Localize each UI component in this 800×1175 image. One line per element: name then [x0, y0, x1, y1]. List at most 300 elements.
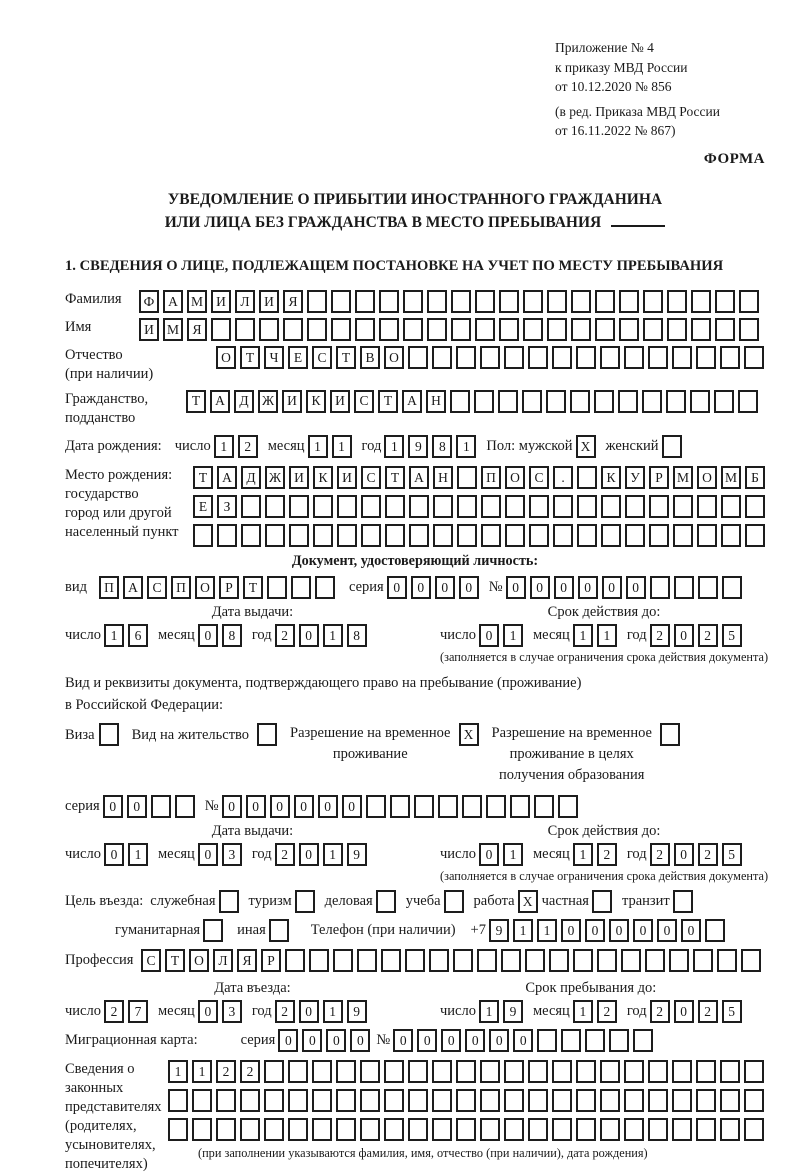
char-cell[interactable]: 1	[537, 919, 557, 942]
char-cell[interactable]	[288, 1060, 308, 1083]
char-cell[interactable]	[744, 1089, 764, 1112]
char-cell[interactable]	[643, 290, 663, 313]
birth-place-cells-row-2[interactable]	[193, 495, 765, 518]
char-cell[interactable]: 0	[198, 843, 218, 866]
char-cell[interactable]: 0	[681, 919, 701, 942]
char-cell[interactable]	[333, 949, 353, 972]
char-cell[interactable]: Д	[234, 390, 254, 413]
char-cell[interactable]: 0	[554, 576, 574, 599]
char-cell[interactable]	[552, 1060, 572, 1083]
char-cell[interactable]: 2	[216, 1060, 236, 1083]
char-cell[interactable]: 0	[585, 919, 605, 942]
char-cell[interactable]	[241, 495, 261, 518]
char-cell[interactable]	[331, 290, 351, 313]
char-cell[interactable]: 2	[597, 843, 617, 866]
char-cell[interactable]	[618, 390, 638, 413]
char-cell[interactable]: Р	[649, 466, 669, 489]
char-cell[interactable]: А	[210, 390, 230, 413]
char-cell[interactable]	[269, 919, 289, 942]
char-cell[interactable]	[720, 1118, 740, 1141]
char-cell[interactable]: 2	[650, 1000, 670, 1023]
char-cell[interactable]: С	[529, 466, 549, 489]
char-cell[interactable]: 9	[347, 843, 367, 866]
char-cell[interactable]: Т	[193, 466, 213, 489]
purpose-business-checkbox[interactable]	[376, 890, 396, 913]
char-cell[interactable]	[289, 524, 309, 547]
char-cell[interactable]	[577, 466, 597, 489]
char-cell[interactable]	[257, 723, 277, 746]
char-cell[interactable]: Т	[336, 346, 356, 369]
female-checkbox[interactable]	[662, 435, 682, 458]
char-cell[interactable]	[552, 1089, 572, 1112]
char-cell[interactable]: Я	[237, 949, 257, 972]
char-cell[interactable]	[672, 1060, 692, 1083]
char-cell[interactable]	[193, 524, 213, 547]
char-cell[interactable]	[360, 1118, 380, 1141]
char-cell[interactable]	[433, 495, 453, 518]
char-cell[interactable]	[537, 1029, 557, 1052]
char-cell[interactable]: Ф	[139, 290, 159, 313]
char-cell[interactable]	[379, 290, 399, 313]
char-cell[interactable]: И	[259, 290, 279, 313]
char-cell[interactable]	[265, 495, 285, 518]
char-cell[interactable]: 0	[387, 576, 407, 599]
char-cell[interactable]: 2	[698, 624, 718, 647]
char-cell[interactable]: К	[313, 466, 333, 489]
char-cell[interactable]	[499, 290, 519, 313]
char-cell[interactable]	[624, 1089, 644, 1112]
char-cell[interactable]: 9	[489, 919, 509, 942]
char-cell[interactable]	[312, 1089, 332, 1112]
char-cell[interactable]	[576, 346, 596, 369]
char-cell[interactable]: Я	[283, 290, 303, 313]
char-cell[interactable]	[720, 1089, 740, 1112]
char-cell[interactable]	[360, 1089, 380, 1112]
char-cell[interactable]	[481, 495, 501, 518]
birth-year-cells[interactable]	[384, 435, 476, 458]
char-cell[interactable]: 2	[275, 624, 295, 647]
char-cell[interactable]	[288, 1089, 308, 1112]
char-cell[interactable]	[697, 524, 717, 547]
char-cell[interactable]: В	[360, 346, 380, 369]
char-cell[interactable]: О	[697, 466, 717, 489]
char-cell[interactable]	[691, 290, 711, 313]
char-cell[interactable]	[673, 890, 693, 913]
char-cell[interactable]: 3	[222, 843, 242, 866]
char-cell[interactable]	[715, 290, 735, 313]
birth-day-cells[interactable]	[214, 435, 258, 458]
char-cell[interactable]	[361, 524, 381, 547]
char-cell[interactable]: П	[481, 466, 501, 489]
char-cell[interactable]: 0	[299, 624, 319, 647]
char-cell[interactable]: 2	[275, 843, 295, 866]
char-cell[interactable]	[504, 346, 524, 369]
char-cell[interactable]	[438, 795, 458, 818]
residence-series-cells[interactable]	[103, 795, 195, 818]
char-cell[interactable]	[385, 495, 405, 518]
char-cell[interactable]: 0	[513, 1029, 533, 1052]
char-cell[interactable]	[528, 1089, 548, 1112]
visa-checkbox[interactable]	[99, 723, 119, 746]
char-cell[interactable]: А	[409, 466, 429, 489]
char-cell[interactable]	[597, 949, 617, 972]
char-cell[interactable]	[390, 795, 410, 818]
citizenship-cells[interactable]	[186, 390, 758, 413]
char-cell[interactable]	[403, 318, 423, 341]
char-cell[interactable]	[264, 1118, 284, 1141]
char-cell[interactable]	[592, 890, 612, 913]
char-cell[interactable]	[601, 524, 621, 547]
doc-kind-cells[interactable]	[99, 576, 335, 599]
char-cell[interactable]: 0	[609, 919, 629, 942]
patronymic-cells[interactable]	[216, 346, 764, 369]
char-cell[interactable]: О	[384, 346, 404, 369]
doc-issue-year-cells[interactable]	[275, 624, 367, 647]
doc-expiry-day-cells[interactable]	[479, 624, 523, 647]
char-cell[interactable]	[504, 1060, 524, 1083]
char-cell[interactable]: 0	[198, 624, 218, 647]
char-cell[interactable]: 9	[408, 435, 428, 458]
char-cell[interactable]: С	[147, 576, 167, 599]
char-cell[interactable]	[576, 1118, 596, 1141]
char-cell[interactable]	[99, 723, 119, 746]
char-cell[interactable]	[456, 1060, 476, 1083]
char-cell[interactable]: Б	[745, 466, 765, 489]
doc-number-cells[interactable]	[506, 576, 742, 599]
char-cell[interactable]: Ж	[265, 466, 285, 489]
char-cell[interactable]: 0	[657, 919, 677, 942]
char-cell[interactable]	[696, 1118, 716, 1141]
char-cell[interactable]	[504, 1118, 524, 1141]
stay-month-cells[interactable]	[573, 1000, 617, 1023]
char-cell[interactable]	[648, 1118, 668, 1141]
char-cell[interactable]	[427, 318, 447, 341]
char-cell[interactable]: X	[459, 723, 479, 746]
char-cell[interactable]: 1	[456, 435, 476, 458]
char-cell[interactable]: Т	[186, 390, 206, 413]
char-cell[interactable]: Л	[213, 949, 233, 972]
char-cell[interactable]: 2	[698, 843, 718, 866]
char-cell[interactable]: 1	[573, 624, 593, 647]
char-cell[interactable]	[307, 290, 327, 313]
char-cell[interactable]: 0	[674, 624, 694, 647]
char-cell[interactable]	[698, 576, 718, 599]
char-cell[interactable]: 1	[503, 624, 523, 647]
char-cell[interactable]	[480, 1060, 500, 1083]
char-cell[interactable]: О	[189, 949, 209, 972]
char-cell[interactable]: Т	[385, 466, 405, 489]
char-cell[interactable]: 0	[294, 795, 314, 818]
char-cell[interactable]	[498, 390, 518, 413]
char-cell[interactable]	[624, 1118, 644, 1141]
char-cell[interactable]: С	[361, 466, 381, 489]
char-cell[interactable]	[571, 318, 591, 341]
purpose-study-checkbox[interactable]	[444, 890, 464, 913]
char-cell[interactable]: А	[163, 290, 183, 313]
male-checkbox[interactable]	[576, 435, 596, 458]
char-cell[interactable]	[168, 1089, 188, 1112]
char-cell[interactable]	[480, 1089, 500, 1112]
char-cell[interactable]	[672, 1089, 692, 1112]
purpose-other-checkbox[interactable]	[269, 919, 289, 942]
char-cell[interactable]	[549, 949, 569, 972]
char-cell[interactable]: Р	[219, 576, 239, 599]
char-cell[interactable]	[432, 346, 452, 369]
char-cell[interactable]	[336, 1060, 356, 1083]
char-cell[interactable]	[309, 949, 329, 972]
char-cell[interactable]	[528, 346, 548, 369]
char-cell[interactable]	[336, 1118, 356, 1141]
char-cell[interactable]	[453, 949, 473, 972]
char-cell[interactable]: И	[282, 390, 302, 413]
char-cell[interactable]	[312, 1118, 332, 1141]
residence-expiry-month-cells[interactable]	[573, 843, 617, 866]
char-cell[interactable]	[528, 1060, 548, 1083]
char-cell[interactable]	[486, 795, 506, 818]
char-cell[interactable]	[696, 1060, 716, 1083]
char-cell[interactable]	[558, 795, 578, 818]
char-cell[interactable]	[576, 1089, 596, 1112]
char-cell[interactable]: 0	[479, 624, 499, 647]
migration-number-cells[interactable]	[393, 1029, 653, 1052]
char-cell[interactable]	[168, 1118, 188, 1141]
char-cell[interactable]	[625, 524, 645, 547]
char-cell[interactable]: .	[553, 466, 573, 489]
char-cell[interactable]	[409, 495, 429, 518]
char-cell[interactable]	[451, 290, 471, 313]
char-cell[interactable]: 0	[479, 843, 499, 866]
char-cell[interactable]: 2	[597, 1000, 617, 1023]
char-cell[interactable]: 0	[270, 795, 290, 818]
char-cell[interactable]: Т	[165, 949, 185, 972]
purpose-tourism-checkbox[interactable]	[295, 890, 315, 913]
temp-permit-checkbox[interactable]	[459, 723, 479, 746]
char-cell[interactable]	[552, 1118, 572, 1141]
char-cell[interactable]: А	[217, 466, 237, 489]
char-cell[interactable]: 0	[198, 1000, 218, 1023]
char-cell[interactable]: 0	[561, 919, 581, 942]
char-cell[interactable]: Т	[378, 390, 398, 413]
char-cell[interactable]	[633, 1029, 653, 1052]
char-cell[interactable]	[577, 524, 597, 547]
char-cell[interactable]	[264, 1060, 284, 1083]
residence-issue-day-cells[interactable]	[104, 843, 148, 866]
char-cell[interactable]	[259, 318, 279, 341]
char-cell[interactable]	[361, 495, 381, 518]
char-cell[interactable]	[649, 524, 669, 547]
char-cell[interactable]	[744, 346, 764, 369]
char-cell[interactable]	[474, 390, 494, 413]
birth-month-cells[interactable]	[308, 435, 352, 458]
char-cell[interactable]: 0	[278, 1029, 298, 1052]
doc-series-cells[interactable]	[387, 576, 479, 599]
char-cell[interactable]	[522, 390, 542, 413]
char-cell[interactable]: Т	[243, 576, 263, 599]
char-cell[interactable]: 1	[104, 624, 124, 647]
char-cell[interactable]: 1	[513, 919, 533, 942]
purpose-humanitarian-checkbox[interactable]	[203, 919, 223, 942]
char-cell[interactable]	[405, 949, 425, 972]
char-cell[interactable]: 0	[530, 576, 550, 599]
char-cell[interactable]: О	[216, 346, 236, 369]
edu-permit-checkbox[interactable]	[660, 723, 680, 746]
char-cell[interactable]	[216, 1089, 236, 1112]
char-cell[interactable]: М	[163, 318, 183, 341]
char-cell[interactable]	[529, 524, 549, 547]
char-cell[interactable]: 0	[318, 795, 338, 818]
char-cell[interactable]: 1	[168, 1060, 188, 1083]
char-cell[interactable]: 0	[674, 1000, 694, 1023]
char-cell[interactable]	[480, 346, 500, 369]
char-cell[interactable]	[313, 524, 333, 547]
char-cell[interactable]: М	[187, 290, 207, 313]
char-cell[interactable]	[547, 318, 567, 341]
char-cell[interactable]	[331, 318, 351, 341]
char-cell[interactable]	[696, 1089, 716, 1112]
char-cell[interactable]	[315, 576, 335, 599]
char-cell[interactable]	[289, 495, 309, 518]
char-cell[interactable]: Е	[193, 495, 213, 518]
char-cell[interactable]	[667, 290, 687, 313]
guardians-cells-row-3[interactable]	[168, 1118, 764, 1141]
char-cell[interactable]	[739, 290, 759, 313]
char-cell[interactable]	[573, 949, 593, 972]
char-cell[interactable]	[691, 318, 711, 341]
char-cell[interactable]: 2	[650, 624, 670, 647]
char-cell[interactable]: 0	[246, 795, 266, 818]
char-cell[interactable]: 1	[323, 843, 343, 866]
purpose-official-checkbox[interactable]	[219, 890, 239, 913]
char-cell[interactable]	[337, 524, 357, 547]
char-cell[interactable]	[525, 949, 545, 972]
char-cell[interactable]	[505, 524, 525, 547]
char-cell[interactable]	[312, 1060, 332, 1083]
char-cell[interactable]: К	[601, 466, 621, 489]
name-cells[interactable]	[139, 318, 759, 341]
char-cell[interactable]: 0	[506, 576, 526, 599]
char-cell[interactable]	[619, 318, 639, 341]
char-cell[interactable]: 8	[347, 624, 367, 647]
char-cell[interactable]	[672, 346, 692, 369]
char-cell[interactable]: Т	[240, 346, 260, 369]
char-cell[interactable]	[357, 949, 377, 972]
purpose-work-checkbox[interactable]	[518, 890, 538, 913]
char-cell[interactable]	[457, 524, 477, 547]
char-cell[interactable]	[475, 290, 495, 313]
purpose-private-checkbox[interactable]	[592, 890, 612, 913]
char-cell[interactable]	[594, 390, 614, 413]
char-cell[interactable]: 0	[441, 1029, 461, 1052]
char-cell[interactable]	[283, 318, 303, 341]
purpose-transit-checkbox[interactable]	[673, 890, 693, 913]
char-cell[interactable]	[409, 524, 429, 547]
char-cell[interactable]: 0	[393, 1029, 413, 1052]
char-cell[interactable]: 0	[578, 576, 598, 599]
char-cell[interactable]	[385, 524, 405, 547]
char-cell[interactable]: 0	[411, 576, 431, 599]
char-cell[interactable]	[705, 919, 725, 942]
char-cell[interactable]	[744, 1118, 764, 1141]
char-cell[interactable]: 6	[128, 624, 148, 647]
char-cell[interactable]	[648, 346, 668, 369]
char-cell[interactable]	[650, 576, 670, 599]
char-cell[interactable]: 0	[299, 843, 319, 866]
char-cell[interactable]	[619, 290, 639, 313]
char-cell[interactable]	[379, 318, 399, 341]
char-cell[interactable]	[151, 795, 171, 818]
char-cell[interactable]	[307, 318, 327, 341]
entry-month-cells[interactable]	[198, 1000, 242, 1023]
char-cell[interactable]	[432, 1118, 452, 1141]
char-cell[interactable]: 0	[103, 795, 123, 818]
char-cell[interactable]	[235, 318, 255, 341]
char-cell[interactable]	[510, 795, 530, 818]
char-cell[interactable]	[355, 290, 375, 313]
char-cell[interactable]	[451, 318, 471, 341]
char-cell[interactable]: 0	[350, 1029, 370, 1052]
char-cell[interactable]: 0	[633, 919, 653, 942]
char-cell[interactable]: 1	[332, 435, 352, 458]
char-cell[interactable]	[366, 795, 386, 818]
char-cell[interactable]: 1	[323, 624, 343, 647]
migration-series-cells[interactable]	[278, 1029, 370, 1052]
doc-issue-month-cells[interactable]	[198, 624, 242, 647]
char-cell[interactable]	[625, 495, 645, 518]
char-cell[interactable]	[649, 495, 669, 518]
char-cell[interactable]	[456, 1118, 476, 1141]
char-cell[interactable]: С	[312, 346, 332, 369]
char-cell[interactable]: 1	[214, 435, 234, 458]
char-cell[interactable]	[456, 346, 476, 369]
char-cell[interactable]	[738, 390, 758, 413]
char-cell[interactable]	[745, 495, 765, 518]
char-cell[interactable]	[240, 1089, 260, 1112]
char-cell[interactable]: 2	[275, 1000, 295, 1023]
char-cell[interactable]	[433, 524, 453, 547]
char-cell[interactable]	[714, 390, 734, 413]
char-cell[interactable]	[408, 1089, 428, 1112]
char-cell[interactable]	[408, 1118, 428, 1141]
surname-cells[interactable]	[139, 290, 759, 313]
residence-issue-month-cells[interactable]	[198, 843, 242, 866]
char-cell[interactable]: Ч	[264, 346, 284, 369]
char-cell[interactable]: И	[211, 290, 231, 313]
char-cell[interactable]: 0	[222, 795, 242, 818]
char-cell[interactable]: 0	[342, 795, 362, 818]
char-cell[interactable]	[744, 1060, 764, 1083]
residence-permit-checkbox[interactable]	[257, 723, 277, 746]
char-cell[interactable]: 3	[222, 1000, 242, 1023]
char-cell[interactable]	[216, 1118, 236, 1141]
char-cell[interactable]: Л	[235, 290, 255, 313]
char-cell[interactable]	[621, 949, 641, 972]
char-cell[interactable]	[295, 890, 315, 913]
char-cell[interactable]	[427, 290, 447, 313]
char-cell[interactable]	[337, 495, 357, 518]
char-cell[interactable]	[529, 495, 549, 518]
char-cell[interactable]	[667, 318, 687, 341]
char-cell[interactable]	[745, 524, 765, 547]
char-cell[interactable]	[501, 949, 521, 972]
char-cell[interactable]	[741, 949, 761, 972]
char-cell[interactable]	[553, 495, 573, 518]
char-cell[interactable]	[660, 723, 680, 746]
char-cell[interactable]	[414, 795, 434, 818]
char-cell[interactable]: 1	[384, 435, 404, 458]
char-cell[interactable]	[457, 495, 477, 518]
doc-issue-day-cells[interactable]	[104, 624, 148, 647]
char-cell[interactable]: М	[673, 466, 693, 489]
